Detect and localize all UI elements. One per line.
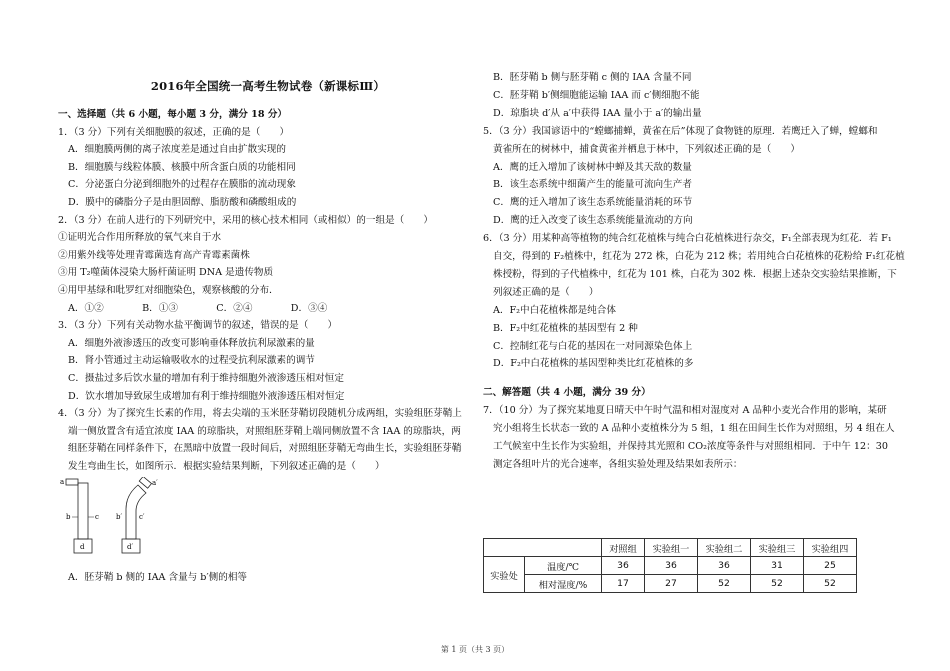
text-line: B．肾小管通过主动运输吸收水的过程受抗利尿激素的调节 bbox=[68, 355, 315, 367]
text-line: A．F₂中白花植株都是纯合体 bbox=[493, 304, 616, 316]
text-line: 究小组将生长状态一致的 A 品种小麦植株分为 5 组，1 组在田间生长作为对照组，另 4 组在人 bbox=[493, 422, 895, 434]
text-line: B．F₂中红花植株的基因型有 2 种 bbox=[493, 322, 638, 334]
text-line: A．鹰的迁入增加了该树林中蝉及其天敌的数量 bbox=[493, 161, 692, 173]
agar-block-a-prime bbox=[139, 477, 151, 488]
text-line: A．①② B．①③ C．②④ D．③④ bbox=[68, 302, 328, 314]
table-header: 实验组一 bbox=[645, 539, 698, 557]
text-line: 列叙述正确的是（ ） bbox=[493, 286, 599, 298]
table-cell: 27 bbox=[645, 575, 698, 593]
table-cell: 52 bbox=[804, 575, 857, 593]
text-line: ①证明光合作用所释放的氧气来自于水 bbox=[58, 232, 222, 244]
label-b: b bbox=[66, 513, 71, 521]
text-line: 4．（3 分）为了探究生长素的作用，将去尖端的玉米胚芽鞘切段随机分成两组，实验组胚芽鞘上 bbox=[58, 408, 462, 420]
text-line: 自交，得到的 F₂植株中，红花为 272 株，白花为 212 株；若用纯合白花植株的花粉给 F₁红花植 bbox=[493, 251, 905, 262]
table-cell: 52 bbox=[751, 575, 804, 593]
text-line: 组胚芽鞘在同样条件下，在黑暗中放置一段时间后，对照组胚芽鞘无弯曲生长，实验组胚芽鞘 bbox=[68, 443, 462, 455]
coleoptile-figure bbox=[60, 477, 170, 559]
table-cell: 17 bbox=[602, 575, 645, 593]
text-line: 发生弯曲生长，如图所示．根据实验结果判断，下列叙述正确的是（ ） bbox=[68, 461, 385, 472]
text-line: 1．（3 分）下列有关细胞膜的叙述，正确的是（ ） bbox=[58, 126, 290, 138]
text-line: A．细胞外液渗透压的改变可影响垂体释放抗利尿激素的量 bbox=[68, 337, 315, 349]
text-line: 工气候室中生长作为实验组，并保持其光照和 CO₂浓度等条件与对照组相同．于中午 12：30 bbox=[493, 440, 888, 452]
text-line: 株授粉，得到的子代植株中，红花为 101 株，白花为 302 株．根据上述杂交实验结果推断，下 bbox=[493, 268, 897, 280]
text-line: 6．（3 分）用某种高等植物的纯合红花植株与纯合白花植株进行杂交，F₁全部表现为红花．若 F₁ bbox=[483, 233, 892, 245]
text-line: C．分泌蛋白分泌到细胞外的过程存在膜脂的流动现象 bbox=[68, 179, 296, 191]
table-cell: 36 bbox=[698, 557, 751, 575]
q4-option-a: A．胚芽鞘 b 侧的 IAA 含量与 b′侧的相等 bbox=[68, 572, 248, 583]
row-label: 温度/℃ bbox=[525, 557, 602, 575]
text-line: 测定各组叶片的光合速率，各组实验处理及结果如表所示： bbox=[493, 458, 743, 470]
group-label: 实验处 bbox=[484, 557, 525, 593]
table-header: 实验组二 bbox=[698, 539, 751, 557]
text-line: 2．（3 分）在前人进行的下列研究中，采用的核心技术相同（或相似）的一组是（ ） bbox=[58, 214, 434, 226]
text-line: 5．（3 分）我国谚语中的“螳螂捕蝉，黄雀在后”体现了食物链的原理．若鹰迁入了蝉，螳螂和 bbox=[483, 125, 878, 137]
text-line: ④用甲基绿和吡罗红对细胞染色，观察核酸的分布． bbox=[58, 285, 279, 296]
text-line: A．细胞膜两侧的离子浓度差是通过自由扩散实现的 bbox=[68, 144, 286, 156]
label-c-prime: c′ bbox=[139, 513, 145, 521]
text-line: 端一侧放置含有适宜浓度 IAA 的琼脂块，对照组胚芽鞘上端同侧放置不含 IAA 的琼脂块，两 bbox=[68, 425, 461, 437]
table-cell: 52 bbox=[698, 575, 751, 593]
section-heading: 二、解答题（共 4 小题，满分 39 分） bbox=[483, 387, 651, 399]
text-line: ③用 T₂噬菌体浸染大肠杆菌证明 DNA 是遗传物质 bbox=[58, 267, 274, 279]
text-line: D．膜中的磷脂分子是由胆固醇、脂肪酸和磷酸组成的 bbox=[68, 197, 297, 208]
table-row bbox=[484, 575, 857, 593]
page-footer: 第 1 页（共 3 页） bbox=[440, 645, 510, 654]
table-header: 实验组四 bbox=[804, 539, 857, 557]
table-cell: 25 bbox=[804, 557, 857, 575]
table-cell: 31 bbox=[751, 557, 804, 575]
text-line: 黄雀所在的树林中，捕食黄雀并栖息于林中，下列叙述正确的是（ ） bbox=[493, 143, 800, 155]
label-a: a bbox=[60, 478, 65, 486]
label-a-prime: a′ bbox=[152, 479, 158, 487]
text-line: B．该生态系统中细菌产生的能量可流向生产者 bbox=[493, 179, 692, 191]
table-header-row bbox=[484, 539, 857, 557]
text-line: C．鹰的迁入增加了该生态系统能量消耗的环节 bbox=[493, 197, 693, 209]
text-line: ②用紫外线等处理青霉菌选育高产青霉素菌株 bbox=[58, 249, 250, 261]
label-d-prime: d′ bbox=[127, 543, 134, 551]
text-line: D．饮水增加导致尿生成增加有利于维持细胞外液渗透压相对恒定 bbox=[68, 390, 345, 402]
agar-block-a bbox=[66, 479, 78, 485]
text-line: C．摄盐过多后饮水量的增加有利于维持细胞外液渗透压相对恒定 bbox=[68, 373, 344, 384]
table-header: 对照组 bbox=[602, 539, 645, 557]
table-row bbox=[484, 557, 857, 575]
label-b-prime: b′ bbox=[116, 513, 123, 521]
text-line: 7．（10 分）为了探究某地夏日晴天中午时气温和相对湿度对 A 品种小麦光合作用的影响，某研 bbox=[483, 404, 887, 416]
text-line: B．细胞膜与线粒体膜、核膜中所含蛋白质的功能相同 bbox=[68, 161, 296, 173]
table-cell: 36 bbox=[645, 557, 698, 575]
text-line: 3．（3 分）下列有关动物水盐平衡调节的叙述，错误的是（ ） bbox=[58, 320, 338, 332]
text-line: D．F₂中白花植株的基因型种类比红花植株的多 bbox=[493, 358, 694, 370]
text-line: D．鹰的迁入改变了该生态系统能量流动的方向 bbox=[493, 215, 693, 227]
text-line: C．胚芽鞘 b′侧细胞能运输 IAA 而 c′侧细胞不能 bbox=[493, 89, 700, 101]
page-title: 2016年全国统一高考生物试卷（新课标Ⅲ） bbox=[150, 79, 386, 93]
label-d: d bbox=[80, 543, 85, 551]
label-c: c bbox=[95, 513, 99, 521]
text-line: B．胚芽鞘 b 侧与胚芽鞘 c 侧的 IAA 含量不同 bbox=[493, 72, 692, 83]
section-heading: 一、选择题（共 6 小题，每小题 3 分，满分 18 分） bbox=[58, 109, 288, 120]
coleoptile-right bbox=[126, 485, 146, 539]
text-line: C．控制红花与白花的基因在一对同源染色体上 bbox=[493, 340, 693, 352]
text-line: D．琼脂块 d′从 a′中获得 IAA 量小于 a′的输出量 bbox=[493, 107, 702, 119]
table-header: 实验组三 bbox=[751, 539, 804, 557]
table-cell: 36 bbox=[602, 557, 645, 575]
coleoptile-left bbox=[78, 483, 88, 539]
row-label: 相对湿度/% bbox=[525, 575, 602, 593]
experiment-table bbox=[483, 538, 857, 593]
